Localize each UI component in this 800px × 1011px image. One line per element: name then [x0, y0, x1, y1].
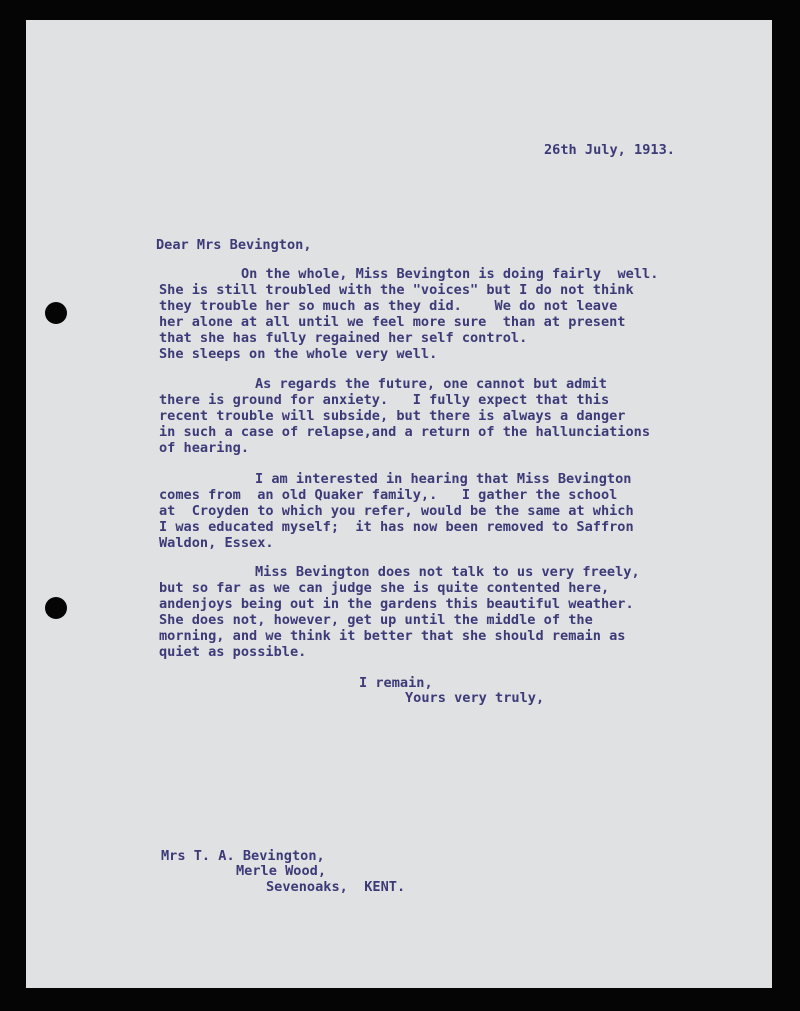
letter-date: 26th July, 1913.	[544, 142, 675, 158]
punch-hole-top	[45, 302, 67, 324]
address-line: Merle Wood,	[236, 863, 327, 879]
paragraph-3-line: at Croyden to which you refer, would be the same at which	[159, 503, 634, 519]
paragraph-2-line: there is ground for anxiety. I fully expect that this	[159, 392, 610, 408]
paragraph-4-line: morning, and we think it better that she should remain as	[159, 628, 626, 644]
paragraph-1-line: She sleeps on the whole very well.	[159, 346, 438, 362]
paragraph-3-line: Waldon, Essex.	[159, 535, 274, 551]
paragraph-1-line: She is still troubled with the "voices" but I do not think	[159, 282, 634, 298]
paragraph-3-line: comes from an old Quaker family,. I gather the school	[159, 487, 618, 503]
paragraph-2-line: in such a case of relapse,and a return of the hallunciations	[159, 424, 651, 440]
address-line: Mrs T. A. Bevington,	[161, 848, 325, 864]
salutation: Dear Mrs Bevington,	[156, 237, 312, 253]
paragraph-1-line: that she has fully regained her self control.	[159, 330, 528, 346]
closing-remain: I remain,	[359, 675, 433, 691]
paragraph-1-line: they trouble her so much as they did. We do not leave	[159, 298, 618, 314]
paragraph-2-line: of hearing.	[159, 440, 250, 456]
paragraph-4-line: Miss Bevington does not talk to us very freely,	[255, 564, 640, 580]
paragraph-3-line: I am interested in hearing that Miss Bevington	[255, 471, 632, 487]
paragraph-2-line: recent trouble will subside, but there is always a danger	[159, 408, 626, 424]
paragraph-4-line: quiet as possible.	[159, 644, 307, 660]
paragraph-4-line: andenjoys being out in the gardens this beautiful weather.	[159, 596, 634, 612]
paragraph-1-line: her alone at all until we feel more sure than at present	[159, 314, 626, 330]
paragraph-3-line: I was educated myself; it has now been removed to Saffron	[159, 519, 634, 535]
paragraph-4-line: She does not, however, get up until the middle of the	[159, 612, 593, 628]
punch-hole-bottom	[45, 597, 67, 619]
address-line: Sevenoaks, KENT.	[266, 879, 406, 895]
paragraph-1-line: On the whole, Miss Bevington is doing fairly well.	[241, 266, 659, 282]
paragraph-2-line: As regards the future, one cannot but admit	[255, 376, 607, 392]
letter-page	[26, 20, 772, 988]
closing-yours: Yours very truly,	[405, 690, 545, 706]
paragraph-4-line: but so far as we can judge she is quite contented here,	[159, 580, 610, 596]
